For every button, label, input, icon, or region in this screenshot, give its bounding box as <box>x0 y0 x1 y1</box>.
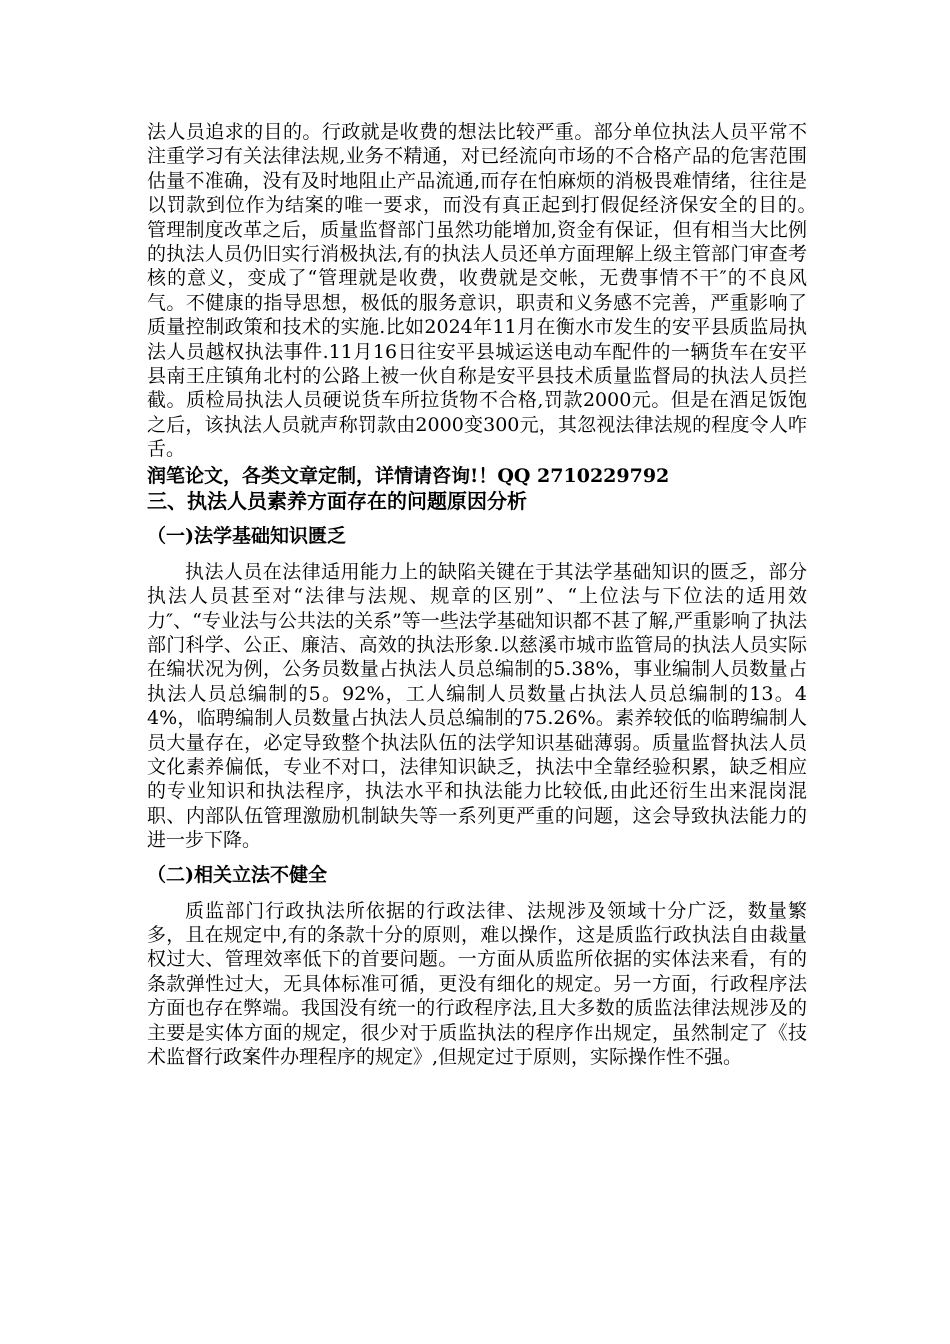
section-title: 三、执法人员素养方面存在的问题原因分析 <box>147 488 527 513</box>
sub-heading-2: （二)相关立法不健全 <box>147 863 327 886</box>
advertisement-line: 润笔论文，各类文章定制，详情请咨询!！QQ 2710229792 <box>147 464 670 487</box>
sub-heading-1: （一)法学基础知识匮乏 <box>147 524 346 547</box>
body-paragraph-2: 执法人员在法律适用能力上的缺陷关键在于其法学基础知识的匮乏，部分执法人员甚至对“法律与法规、规章的区别”、“上位法与下位法的适用效力″、“专业法与公共法的关系”等一些法学基础知识都不甚了解,严重影响了执法部门科学、公正、廉洁、高效的执法形象.以慈溪市城市监管局的执法人员实际在编状况为例，公务员数量占执法人员总编制的5.38%，事业编制人员数量占执法人员总编制的5。92%，工人编制人员数量占执法人员总编制的13。44%，临聘编制人员数量占执法人员总编制的75.26%。素养较低的临聘编制人员大量存在，必定导致整个执法队伍的法学知识基础薄弱。质量监督执法人员文化素养偏低，专业不对口，法律知识缺乏，执法中全靠经验积累，缺乏相应的专业知识和执法程序，执法水平和执法能力比较低,由此还衍生出来混岗混职、内部队伍管理激励机制缺失等一系列更严重的问题，这会导致执法能力的进一步下降。 <box>147 560 807 852</box>
body-paragraph-3: 质监部门行政执法所依据的行政法律、法规涉及领域十分广泛，数量繁多，且在规定中,有的条款十分的原则，难以操作，这是质监行政执法自由裁量权过大、管理效率低下的首要问题。一方面从质监所依据的实体法来看，有的条款弹性过大，无具体标准可循，更没有细化的规定。另一方面，行政程序法方面也存在弊端。我国没有统一的行政程序法,且大多数的质监法律法规涉及的主要是实体方面的规定，很少对于质监执法的程序作出规定，虽然制定了《技术监督行政案件办理程序的规定》,但规定过于原则，实际操作性不强。 <box>147 899 807 1068</box>
body-paragraph-1: 法人员追求的目的。行政就是收费的想法比较严重。部分单位执法人员平常不注重学习有关法律法规,业务不精通，对已经流向市场的不合格产品的危害范围估量不准确，没有及时地阻止产品流通,而存在怕麻烦的消极畏难情绪，往往是以罚款到位作为结案的唯一要求，而没有真正起到打假促经济保安全的目的。 管理制度改革之后，质量监督部门虽然功能增加,资金有保证，但有相当大比例的执法人员仍旧实行消极执法,有的执法人员还单方面理解上级主管部门审查考核的意义，变成了“管理就是收费，收费就是交帐，无费事情不干″的不良风气。不健康的指导思想，极低的服务意识，职责和义务感不完善，严重影响了质量控制政策和技术的实施.比如2024年11月在衡水市发生的安平县质监局执法人员越权执法事件.11月16日往安平县城运送电动车配件的一辆货车在安平县南王庄镇角北村的公路上被一伙自称是安平县技术质量监督局的执法人员拦截。质检局执法人员硬说货车所拉货物不合格,罚款2000元。但是在酒足饭饱之后，该执法人员就声称罚款由2000变300元，其忽视法律法规的程度令人咋舌。 <box>147 121 827 461</box>
document-page <box>147 120 827 1069</box>
